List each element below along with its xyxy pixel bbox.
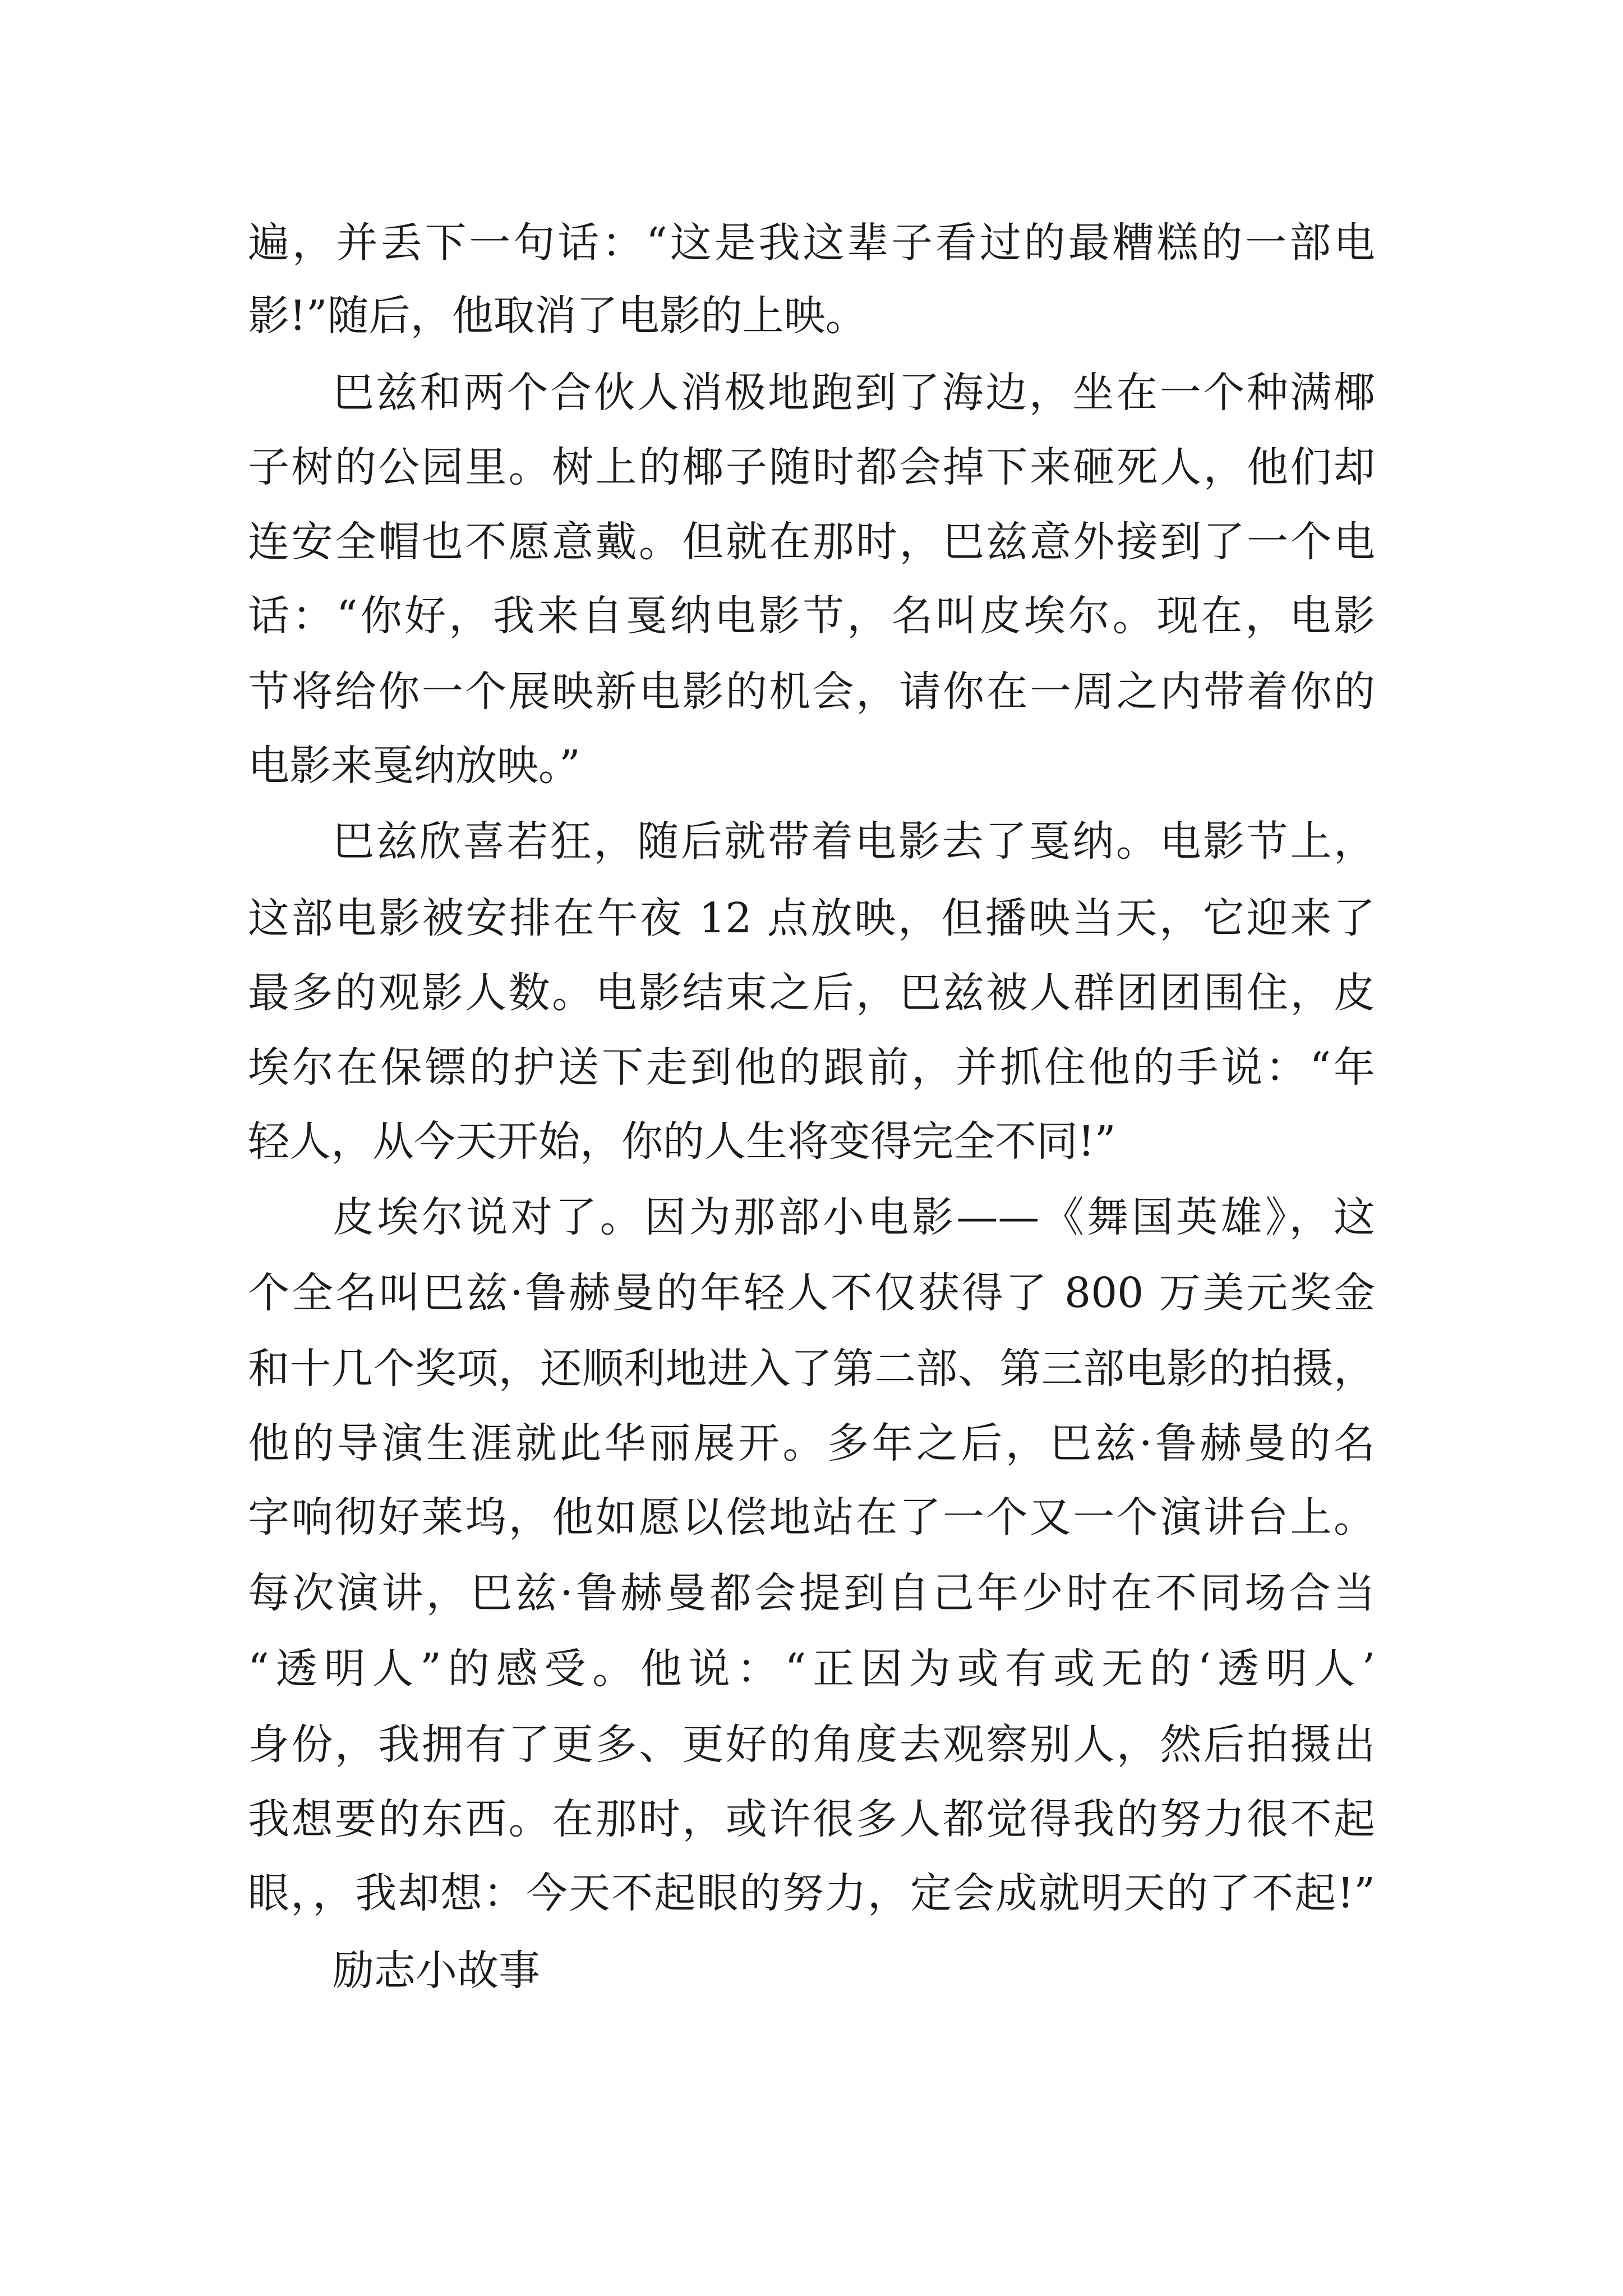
text-line: 话：“你好，我来自戛纳电影节，名叫皮埃尔。现在，电影	[248, 592, 1375, 640]
text-line: 电影来戛纳放映。”	[248, 742, 580, 790]
closing-caption: 励志小故事	[333, 1947, 540, 1995]
paragraph-first-line: 巴兹和两个合伙人消极地跑到了海边，坐在一个种满椰	[333, 369, 1375, 417]
text-line: 影!”随后，他取消了电影的上映。	[248, 292, 867, 340]
text-line: 身份，我拥有了更多、更好的角度去观察别人，然后拍摄出	[248, 1720, 1375, 1769]
text-line: 遍，并丢下一句话：“这是我这辈子看过的最糟糕的一部电	[248, 219, 1375, 267]
text-line: 个全名叫巴兹·鲁赫曼的年轻人不仅获得了 800 万美元奖金	[248, 1269, 1375, 1317]
text-line: 埃尔在保镖的护送下走到他的跟前，并抓住他的手说：“年	[248, 1043, 1375, 1092]
text-line: 这部电影被安排在午夜 12 点放映，但播映当天，它迎来了	[248, 894, 1375, 942]
text-line: 我想要的东西。在那时，或许很多人都觉得我的努力很不起	[248, 1795, 1375, 1843]
text-line: 轻人，从今天开始，你的人生将变得完全不同!”	[248, 1117, 1116, 1166]
text-line: 节将给你一个展映新电影的机会，请你在一周之内带着你的	[248, 668, 1375, 716]
text-line: “透明人”的感受。他说：“正因为或有或无的‘透明人’	[248, 1645, 1375, 1693]
text-line: 连安全帽也不愿意戴。但就在那时，巴兹意外接到了一个电	[248, 518, 1375, 566]
text-line: 眼，，我却想：今天不起眼的努力，定会成就明天的了不起!”	[248, 1869, 1375, 1917]
text-line: 字响彻好莱坞，他如愿以偿地站在了一个又一个演讲台上。	[248, 1493, 1375, 1542]
paragraph-first-line: 巴兹欣喜若狂，随后就带着电影去了戛纳。电影节上，	[333, 817, 1375, 866]
text-line: 他的导演生涯就此华丽展开。多年之后，巴兹·鲁赫曼的名	[248, 1419, 1375, 1467]
text-line: 最多的观影人数。电影结束之后，巴兹被人群团团围住，皮	[248, 969, 1375, 1017]
text-line: 和十几个奖项，还顺利地进入了第二部、第三部电影的拍摄，	[248, 1345, 1375, 1393]
text-line: 子树的公园里。树上的椰子随时都会掉下来砸死人，他们却	[248, 443, 1375, 491]
text-line: 每次演讲，巴兹·鲁赫曼都会提到自己年少时在不同场合当	[248, 1569, 1375, 1617]
paragraph-first-line: 皮埃尔说对了。因为那部小电影——《舞国英雄》，这	[333, 1193, 1375, 1241]
